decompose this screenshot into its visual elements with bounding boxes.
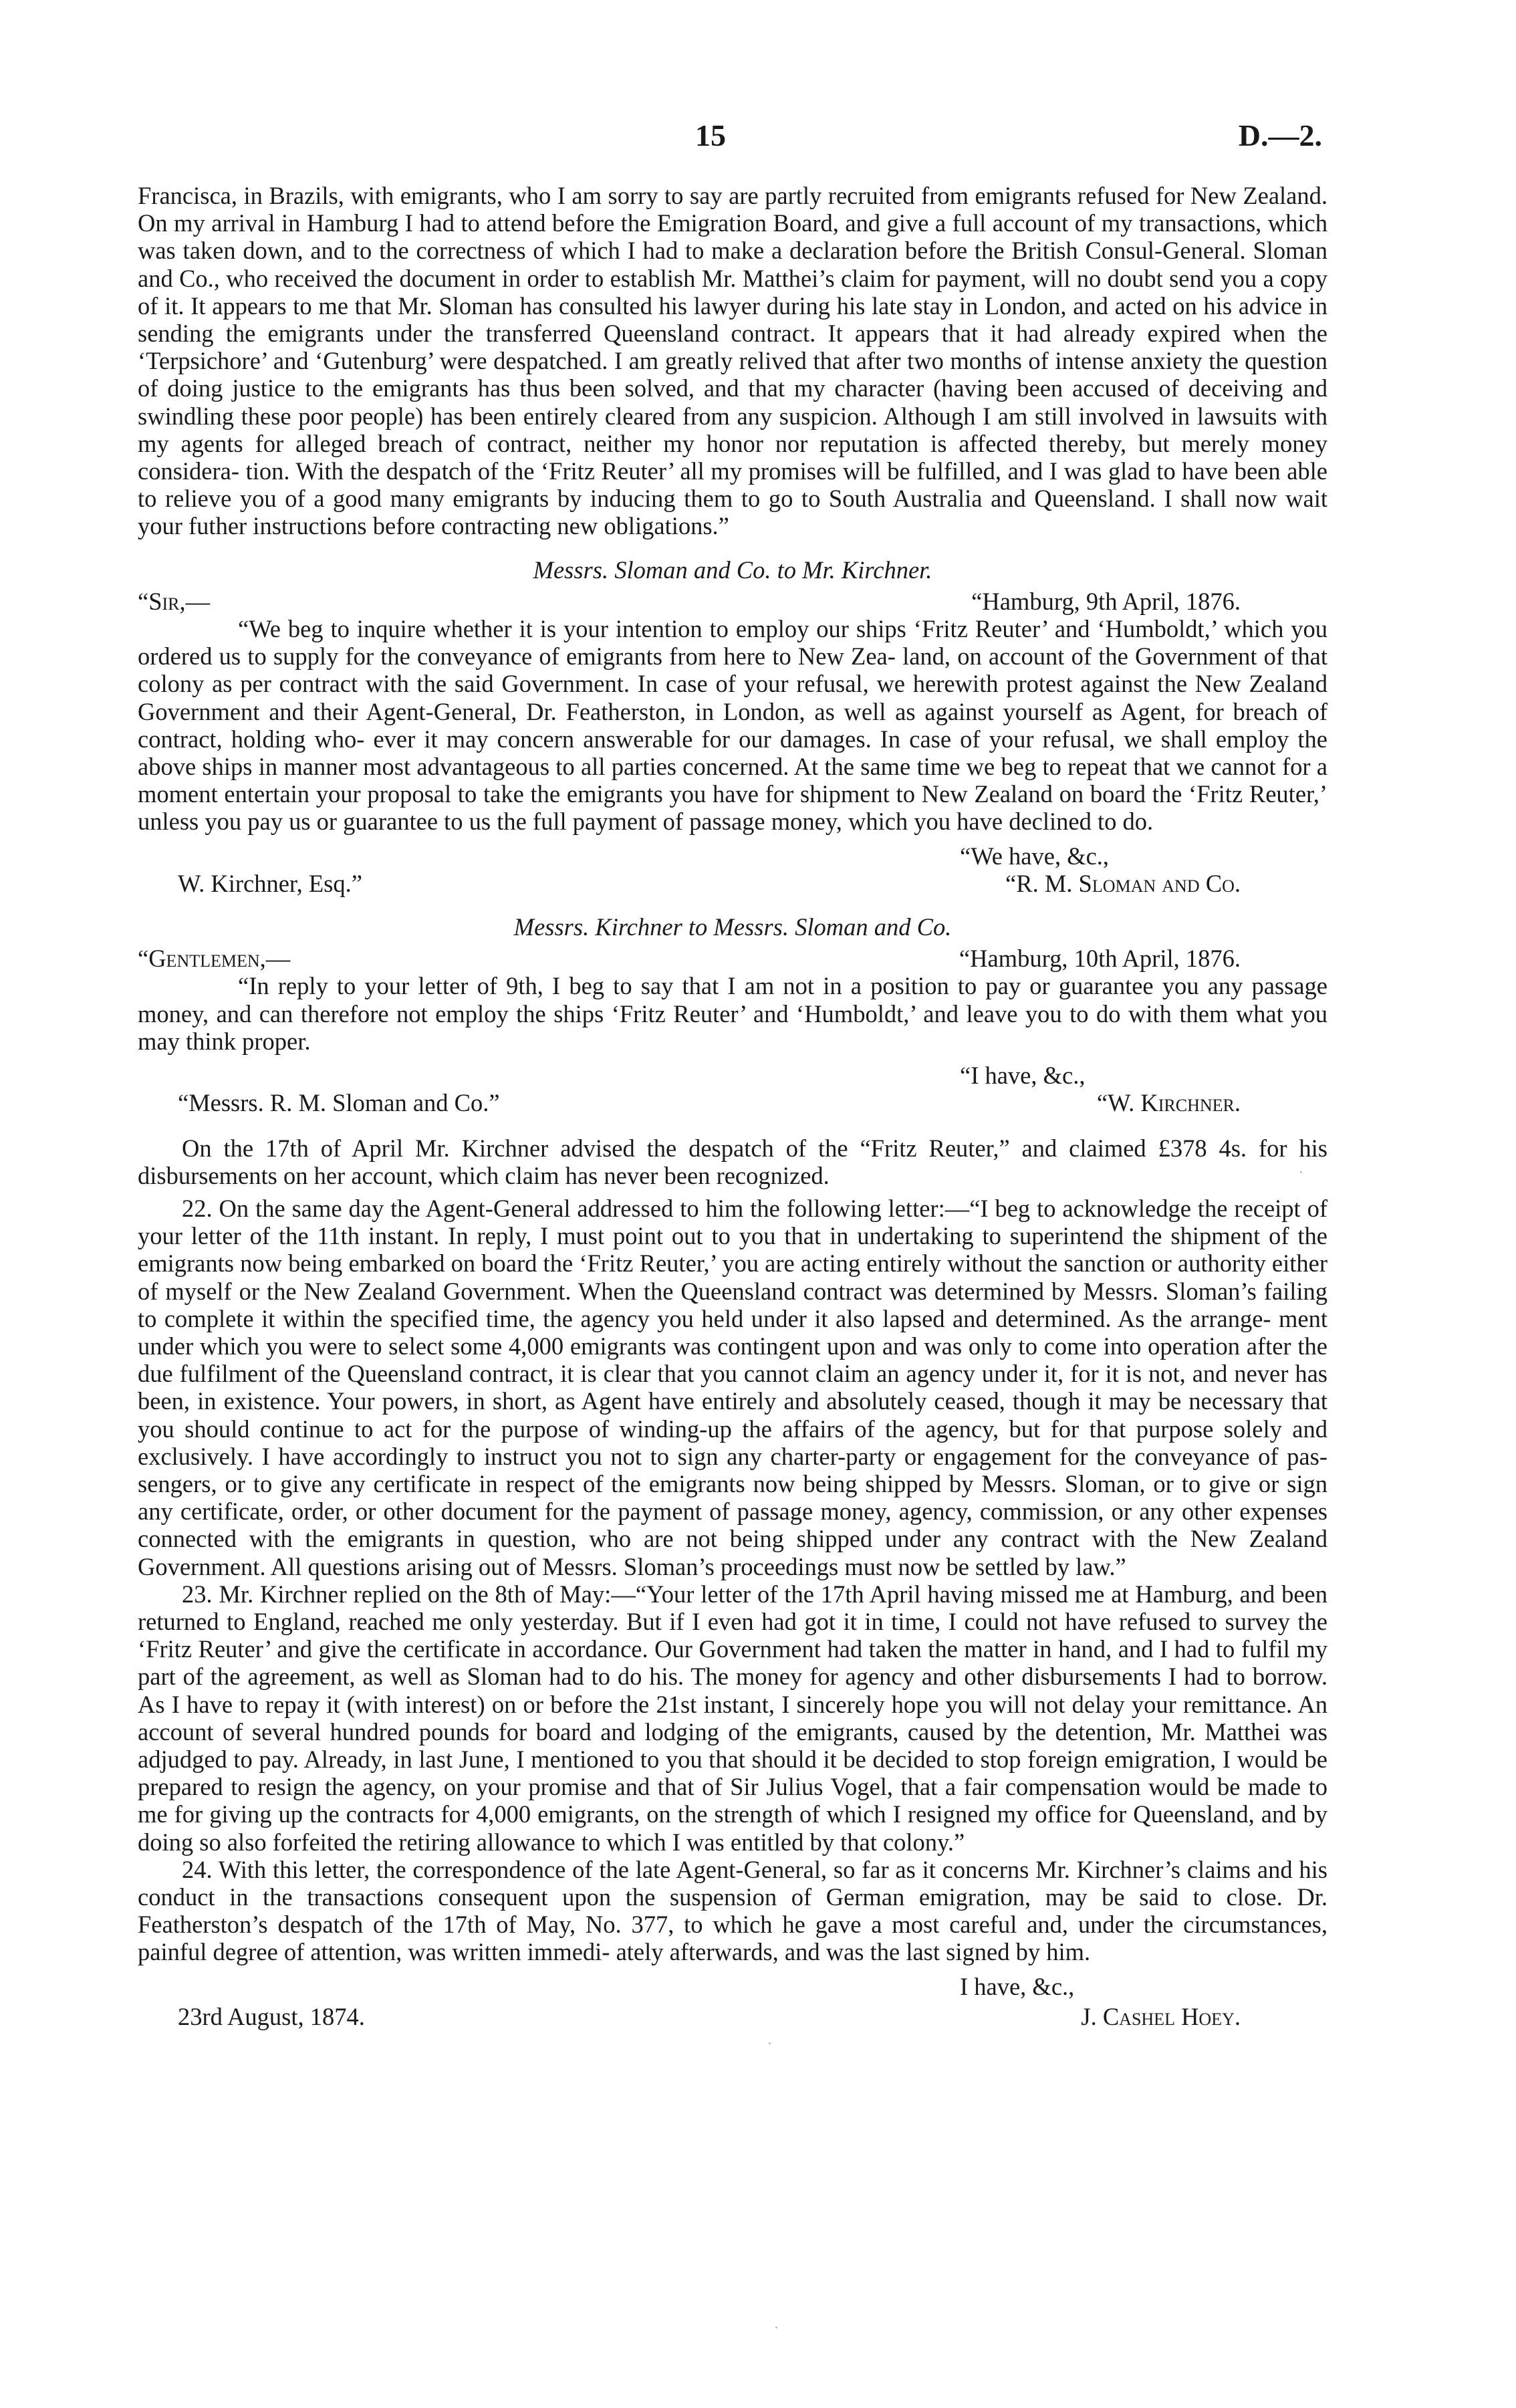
paragraph-22: 22. On the same day the Agent-General addressed to him the following letter:—“I beg to acknowledge the receipt of your letter of the 11th instant. In reply, I must point out to you that in undertaking to superintend the shipment of the emigrants now being embarked on board the ‘Fritz Reuter,’ you are acting entirely without the sanction or authority either of myself or the New Zealand Government. When the Queensland contract was determined by Messrs. Sloman’s failing to complete it within the specified time, the agency you held under it also lapsed and determined. As the arrange- ment under which you were to select some 4,000 emigrants was contingent upon and was only to come into operation after the due fulfilment of the Queensland contract, it is clear that you cannot claim an agency under it, for it is not, and never has been, in existence. Your powers, in short, as Agent have entirely and absolutely ceased, though it may be necessary that you should continue to act for the purpose of winding-up the affairs of the agency, but for that purpose solely and exclusively. I have accordingly to instruct you not to sign any charter-party or engagement for the conveyance of pas- sengers, or to give any certificate in respect of the emigrants now being shipped by Messrs. Sloman, or to give or sign any certificate, order, or other document for the payment of passage money, agency, commission, or any other expenses connected with the emigrants in question, who are not being shipped under any contract with the New Zealand Government. All questions arising out of Messrs. Sloman’s proceedings must now be settled by law.” <box>138 1194 1328 1580</box>
letter-salutation: “Gentlemen,— <box>138 945 291 973</box>
letter-header-row <box>138 588 1328 615</box>
letter-addressee: “Messrs. R. M. Sloman and Co.” <box>178 1089 500 1117</box>
final-signature-row <box>138 2003 1328 2030</box>
final-date: 23rd August, 1874. <box>178 2002 365 2030</box>
letter-addressee: W. Kirchner, Esq.” <box>178 869 362 897</box>
paragraph-24: 24. With this letter, the correspondence of the late Agent-General, so far as it concerns Mr. Kirchner’s claims and his conduct in the transactions consequent upon the suspension of German emigration, may be said to close. Dr. Featherston’s despatch of the 17th of May, No. 377, to which he gave a most careful and, under the circumstances, painful degree of attention, was written immedi- ately afterwards, and was the last signed by him. <box>138 1855 1328 1966</box>
letter-heading-sloman: Messrs. Sloman and Co. to Mr. Kirchner. <box>533 556 932 584</box>
letter-heading-kirchner: Messrs. Kirchner to Messrs. Sloman and Co. <box>513 913 952 941</box>
scan-speck <box>775 2326 777 2328</box>
letter-header-row <box>138 945 1328 972</box>
paragraph-disbursements: On the 17th of April Mr. Kirchner advised the despatch of the “Fritz Reuter,” and claimed £378 4s. for his disbursements on her account, which claim has never been recognized. <box>138 1134 1328 1189</box>
letter-dateline: “Hamburg, 10th April, 1876. <box>959 945 1241 973</box>
letter-closing: “I have, &c., <box>960 1062 1086 1090</box>
page-body <box>138 182 1328 2030</box>
letter-closing: “We have, &c., <box>960 842 1110 870</box>
scan-speck <box>769 2042 771 2044</box>
letter-signature: “R. M. Sloman and Co. <box>1005 869 1241 897</box>
paragraph-continuation: Francisca, in Brazils, with emigrants, who I am sorry to say are partly recruited from emigrants refused for New Zealand. On my arrival in Hamburg I had to attend before the Emigration Board, and give a full account of my transactions, which was taken down, and to the correctness of which I had to make a declaration before the British Consul-General. Sloman and Co., who received the document in order to establish Mr. Matthei’s claim for payment, will no doubt send you a copy of it. It appears to me that Mr. Sloman has consulted his lawyer during his late stay in London, and acted on his advice in sending the emigrants under the transferred Queensland contract. It appears that it had already expired when the ‘Terpsichore’ and ‘Gutenburg’ were despatched. I am greatly relived that after two months of intense anxiety the question of doing justice to the emigrants has thus been solved, and that my character (having been accused of deceiving and swindling these poor people) has been entirely cleared from any suspicion. Although I am still involved in lawsuits with my agents for alleged breach of contract, neither my honor nor reputation is affected thereby, but merely money considera- tion. With the despatch of the ‘Fritz Reuter’ all my promises will be fulfilled, and I was glad to have been able to relieve you of a good many emigrants by inducing them to go to South Australia and Queensland. I shall now wait your futher instructions before contracting new obligations.” <box>138 182 1328 540</box>
final-signature: J. Cashel Hoey. <box>1081 2002 1241 2030</box>
scan-speck <box>1300 1171 1302 1173</box>
letter-signature-row <box>138 1089 1328 1116</box>
letter-dateline: “Hamburg, 9th April, 1876. <box>971 587 1241 615</box>
letter-body: “We beg to inquire whether it is your intention to employ our ships ‘Fritz Reuter’ and ‘Humboldt,’ which you ordered us to supply for the conveyance of emigrants from here to New Zea- land, on account of the Government of that colony as per contract with the said Government. In case of your refusal, we herewith protest against the New Zealand Government and their Agent-General, Dr. Featherston, in London, as well as against yourself as Agent, for breach of contract, holding who- ever it may concern answerable for our damages. In case of your refusal, we shall employ the above ships in manner most advantageous to all parties concerned. At the same time we beg to repeat that we cannot for a moment entertain your proposal to take the emigrants you have for shipment to New Zealand on board the ‘Fritz Reuter,’ unless you pay us or guarantee to us the full payment of passage money, which you have declined to do. <box>138 615 1328 836</box>
document-reference: D.—2. <box>1238 118 1322 152</box>
page-number: 15 <box>695 118 726 152</box>
paragraph-23: 23. Mr. Kirchner replied on the 8th of May:—“Your letter of the 17th April having missed me at Hamburg, and been returned to England, reached me only yesterday. But if I even had got it in time, I could not have refused to survey the ‘Fritz Reuter’ and give the certificate in accordance. Our Government had taken the matter in hand, and I had to fulfil my part of the agreement, as well as Sloman had to do his. The money for agency and other disbursements I had to borrow. As I have to repay it (with interest) on or before the 21st instant, I sincerely hope you will not delay your remittance. An account of several hundred pounds for board and lodging of the emigrants, caused by the detention, Mr. Matthei was adjudged to pay. Already, in last June, I mentioned to you that should it be decided to stop foreign emigration, I would be prepared to resign the agency, on your promise and that of Sir Julius Vogel, that a fair compensation would be made to me for giving up the contracts for 4,000 emigrants, on the strength of which I resigned my office for Queensland, and by doing so also forfeited the retiring allowance to which I was entitled by that colony.” <box>138 1580 1328 1856</box>
letter-signature: “W. Kirchner. <box>1096 1089 1241 1117</box>
final-closing: I have, &c., <box>960 1972 1075 2000</box>
letter-body: “In reply to your letter of 9th, I beg to say that I am not in a position to pay or guarantee you any passage money, and can therefore not employ the ships ‘Fritz Reuter’ and ‘Humboldt,’ and leave you to do with them what you may think proper. <box>138 972 1328 1055</box>
letter-salutation: “Sir,— <box>138 587 211 615</box>
letter-signature-row <box>138 870 1328 897</box>
